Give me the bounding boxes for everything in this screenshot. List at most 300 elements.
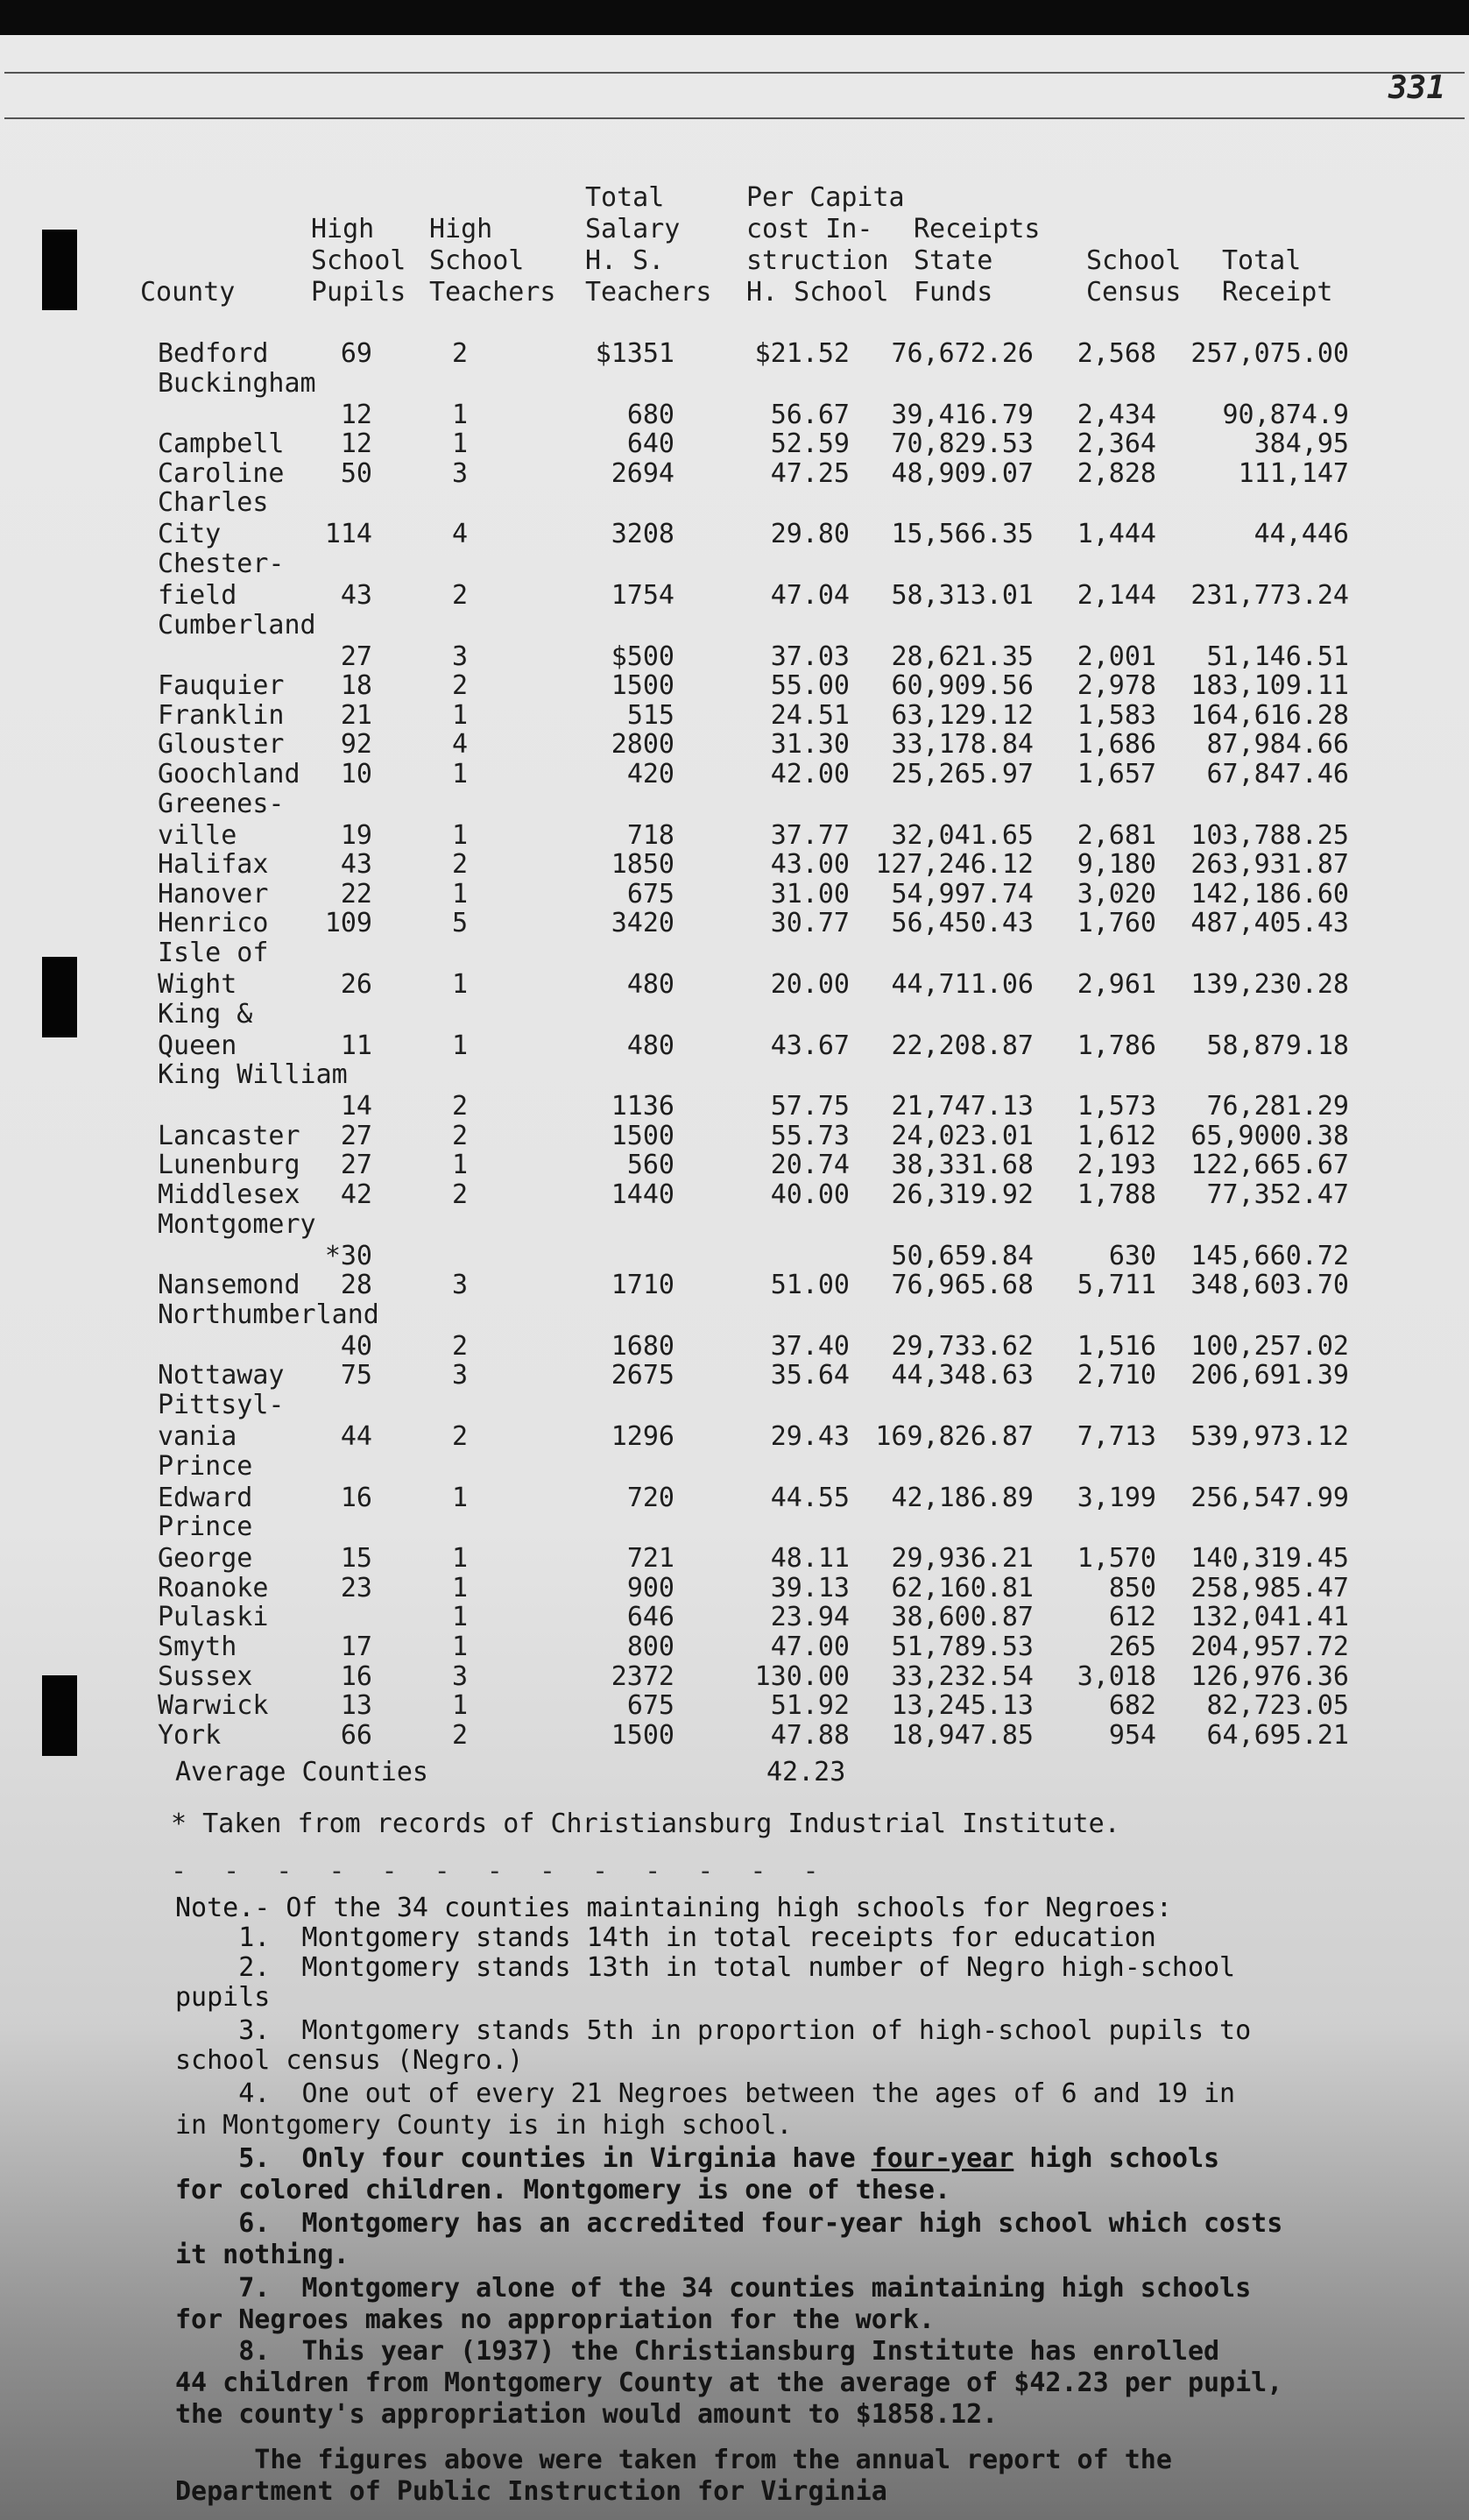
cell-teachers: 2 <box>451 1421 469 1452</box>
cell-teachers: 1 <box>451 1030 469 1061</box>
cell-teachers: 1 <box>451 1543 469 1575</box>
cell-census: 1,612 <box>1077 1120 1156 1151</box>
cell-county: Middlesex <box>158 1179 300 1210</box>
cell-state-funds: 29,733.62 <box>891 1330 1034 1362</box>
cell-census: 5,711 <box>1077 1270 1156 1301</box>
cell-state-funds: 60,909.56 <box>891 670 1034 702</box>
cell-teachers: 3 <box>451 1660 469 1692</box>
cell-county: Pittsyl- <box>158 1390 285 1420</box>
footnote: * Taken from records of Christiansburg Industrial Institute. <box>171 1809 1120 1839</box>
note-8b: 44 children from Montgomery County at the average of $42.23 per pupil, <box>175 2368 1283 2398</box>
cell-pupils: 12 <box>340 399 372 430</box>
cell-total: 204,957.72 <box>1190 1632 1349 1662</box>
cell-teachers: 1 <box>451 699 469 731</box>
cell-salary: 2694 <box>611 457 674 489</box>
cell-county: Chester- <box>158 549 285 579</box>
cell-state-funds: 22,208.87 <box>891 1030 1034 1061</box>
cell-per-capita: 31.00 <box>770 878 850 910</box>
cell-county: Goochland <box>158 759 300 789</box>
cell-state-funds: 33,178.84 <box>891 729 1034 761</box>
note-5a-post: high schools <box>1013 2143 1220 2174</box>
cell-county: ville <box>158 819 237 851</box>
cell-census: 954 <box>1108 1719 1156 1751</box>
cell-teachers: 1 <box>451 969 469 1000</box>
cell-pupils: 43 <box>340 849 372 881</box>
cell-total: 82,723.05 <box>1206 1690 1349 1722</box>
cell-per-capita: 37.40 <box>770 1330 850 1362</box>
cell-county: Roanoke <box>158 1572 269 1603</box>
cell-census: 2,001 <box>1077 641 1156 672</box>
cell-per-capita: 47.88 <box>770 1719 850 1751</box>
cell-census: 1,686 <box>1077 729 1156 761</box>
cell-total: 539,973.12 <box>1190 1421 1349 1452</box>
table-row <box>0 999 1469 1034</box>
cell-per-capita: 130.00 <box>754 1660 850 1692</box>
cell-teachers: 2 <box>451 338 469 369</box>
cell-pupils: 66 <box>340 1719 372 1751</box>
cell-teachers: 5 <box>451 908 469 939</box>
note-3a: 3. Montgomery stands 5th in proportion of high-school pupils to <box>175 2015 1252 2046</box>
cell-county: Wight <box>158 969 237 1000</box>
cell-pupils: 22 <box>340 878 372 910</box>
cell-county: Franklin <box>158 699 285 731</box>
cell-census: 682 <box>1108 1690 1156 1722</box>
table-row <box>0 1209 1469 1244</box>
cell-total: 258,985.47 <box>1190 1572 1349 1603</box>
cell-teachers: 2 <box>451 1179 469 1210</box>
note-8a: 8. This year (1937) the Christiansburg Institute has enrolled <box>175 2336 1220 2367</box>
header-total: Total Receipt <box>1222 245 1333 308</box>
cell-census: 1,573 <box>1077 1091 1156 1122</box>
cell-teachers: 1 <box>451 1150 469 1181</box>
cell-total: 256,547.99 <box>1190 1482 1349 1513</box>
header-county: County <box>140 277 236 308</box>
cell-state-funds: 76,672.26 <box>891 338 1034 369</box>
cell-pupils: 17 <box>340 1632 372 1662</box>
cell-county: City <box>158 519 222 550</box>
cell-teachers: 3 <box>451 1360 469 1391</box>
cell-census: 1,657 <box>1077 759 1156 789</box>
cell-county: Smyth <box>158 1632 237 1662</box>
cell-total: 65,9000.38 <box>1190 1120 1349 1151</box>
cell-census: 2,681 <box>1077 819 1156 851</box>
cell-teachers: 2 <box>451 670 469 702</box>
cell-per-capita: 47.04 <box>770 580 850 611</box>
cell-county: Lancaster <box>158 1120 300 1151</box>
cell-state-funds: 62,160.81 <box>891 1572 1034 1603</box>
cell-per-capita: 51.92 <box>770 1690 850 1722</box>
cell-state-funds: 28,621.35 <box>891 641 1034 672</box>
cell-pupils: 18 <box>340 670 372 702</box>
cell-salary: 1680 <box>611 1330 674 1362</box>
cell-teachers: 4 <box>451 519 469 550</box>
second-rule <box>4 117 1465 119</box>
cell-state-funds: 48,909.07 <box>891 457 1034 489</box>
cell-salary: 675 <box>626 1690 674 1722</box>
cell-per-capita: 43.67 <box>770 1030 850 1061</box>
cell-pupils: 92 <box>340 729 372 761</box>
cell-county: Campbell <box>158 428 285 460</box>
cell-per-capita: 55.73 <box>770 1120 850 1151</box>
cell-county: Pulaski <box>158 1602 269 1633</box>
cell-state-funds: 18,947.85 <box>891 1719 1034 1751</box>
cell-state-funds: 33,232.54 <box>891 1660 1034 1692</box>
cell-state-funds: 127,246.12 <box>875 849 1034 881</box>
cell-state-funds: 26,319.92 <box>891 1179 1034 1210</box>
cell-county: Buckingham <box>158 367 316 399</box>
cell-salary: $1351 <box>595 338 674 369</box>
cell-total: 58,879.18 <box>1206 1030 1349 1061</box>
cell-salary: 480 <box>626 1030 674 1061</box>
cell-teachers: 2 <box>451 1719 469 1751</box>
cell-county: Nottaway <box>158 1360 285 1391</box>
cell-salary: $500 <box>611 641 674 672</box>
cell-per-capita: 47.25 <box>770 457 850 489</box>
cell-pupils: 13 <box>340 1690 372 1722</box>
header-salary: Total Salary H. S. Teachers <box>585 182 712 308</box>
table-row <box>0 549 1469 584</box>
cell-state-funds: 21,747.13 <box>891 1091 1034 1122</box>
cell-state-funds: 15,566.35 <box>891 519 1034 550</box>
table-row <box>0 1511 1469 1547</box>
cell-per-capita: 39.13 <box>770 1572 850 1603</box>
note-5a-underlined: four-year <box>871 2143 1014 2174</box>
cell-teachers: 1 <box>451 759 469 789</box>
note-last: The figures above were taken from the annual report of the <box>175 2445 1172 2475</box>
cell-county: Northumberland <box>158 1299 379 1330</box>
cell-total: 76,281.29 <box>1206 1091 1349 1122</box>
cell-state-funds: 54,997.74 <box>891 878 1034 910</box>
cell-salary: 800 <box>626 1632 674 1662</box>
cell-salary: 1440 <box>611 1179 674 1210</box>
cell-per-capita: 44.55 <box>770 1482 850 1513</box>
cell-county: George <box>158 1543 253 1575</box>
cell-per-capita: 31.30 <box>770 729 850 761</box>
cell-teachers: 2 <box>451 1330 469 1362</box>
cell-county: Nansemond <box>158 1270 300 1301</box>
cell-census: 2,710 <box>1077 1360 1156 1391</box>
cell-salary: 1296 <box>611 1421 674 1452</box>
cell-total: 67,847.46 <box>1206 759 1349 789</box>
cell-teachers: 1 <box>451 1690 469 1722</box>
cell-per-capita: 42.00 <box>770 759 850 789</box>
cell-census: 2,568 <box>1077 338 1156 369</box>
note-7b: for Negroes makes no appropriation for the work. <box>175 2304 935 2335</box>
cell-county: Montgomery <box>158 1208 316 1240</box>
cell-total: 257,075.00 <box>1190 338 1349 369</box>
note-5a-pre: 5. Only four counties in Virginia have <box>175 2143 872 2174</box>
table-row <box>0 1299 1469 1334</box>
note-5b: for colored children. Montgomery is one of these. <box>175 2175 951 2205</box>
cell-salary: 3208 <box>611 519 674 550</box>
cell-county: Hanover <box>158 878 269 910</box>
table-row <box>0 1059 1469 1094</box>
cell-county: Bedford <box>158 338 269 369</box>
cell-per-capita: 24.51 <box>770 699 850 731</box>
cell-pupils: 11 <box>340 1030 372 1061</box>
cell-pupils: 75 <box>340 1360 372 1391</box>
cell-census: 2,144 <box>1077 580 1156 611</box>
cell-per-capita: 29.80 <box>770 519 850 550</box>
cell-total: 183,109.11 <box>1190 670 1349 702</box>
cell-county: Prince <box>158 1511 253 1543</box>
cell-census: 9,180 <box>1077 849 1156 881</box>
cell-teachers: 1 <box>451 1632 469 1662</box>
binder-hole-mark <box>42 230 77 310</box>
cell-teachers: 1 <box>451 428 469 460</box>
cell-pupils: 16 <box>340 1482 372 1513</box>
cell-salary: 640 <box>626 428 674 460</box>
cell-total: 139,230.28 <box>1190 969 1349 1000</box>
table-row <box>0 1720 1469 1755</box>
cell-census: 2,978 <box>1077 670 1156 702</box>
cell-teachers: 1 <box>451 1482 469 1513</box>
cell-teachers: 4 <box>451 729 469 761</box>
cell-salary: 721 <box>626 1543 674 1575</box>
cell-per-capita: 35.64 <box>770 1360 850 1391</box>
cell-salary: 1500 <box>611 1120 674 1151</box>
header-teachers: High School Teachers <box>429 214 556 308</box>
cell-per-capita: 47.00 <box>770 1632 850 1662</box>
cell-census: 265 <box>1108 1632 1156 1662</box>
cell-salary: 2675 <box>611 1360 674 1391</box>
cell-salary: 1500 <box>611 1719 674 1751</box>
cell-census: 7,713 <box>1077 1421 1156 1452</box>
cell-total: 140,319.45 <box>1190 1543 1349 1575</box>
cell-census: 3,020 <box>1077 878 1156 910</box>
cell-county: King William <box>158 1059 348 1091</box>
header-pupils: High School Pupils <box>311 214 406 308</box>
table-row <box>0 1390 1469 1425</box>
cell-county: field <box>158 580 237 611</box>
cell-per-capita: 56.67 <box>770 399 850 430</box>
cell-salary: 646 <box>626 1602 674 1633</box>
cell-county: Greenes- <box>158 788 285 819</box>
cell-pupils: 15 <box>340 1543 372 1575</box>
cell-total: 132,041.41 <box>1190 1602 1349 1633</box>
average-label: Average Counties <box>175 1757 428 1787</box>
cell-state-funds: 51,789.53 <box>891 1632 1034 1662</box>
note-8c: the county's appropriation would amount to $1858.12. <box>175 2399 999 2430</box>
cell-state-funds: 32,041.65 <box>891 819 1034 851</box>
cell-total: 100,257.02 <box>1190 1330 1349 1362</box>
cell-state-funds: 169,826.87 <box>875 1421 1034 1452</box>
cell-pupils: 28 <box>340 1270 372 1301</box>
cell-state-funds: 44,711.06 <box>891 969 1034 1000</box>
cell-county: Isle of <box>158 938 269 968</box>
cell-teachers: 1 <box>451 399 469 430</box>
cell-county: Edward <box>158 1482 253 1513</box>
cell-per-capita: 29.43 <box>770 1421 850 1452</box>
cell-salary: 420 <box>626 759 674 789</box>
cell-total: 145,660.72 <box>1190 1240 1349 1271</box>
cell-state-funds: 13,245.13 <box>891 1690 1034 1722</box>
cell-salary: 2800 <box>611 729 674 761</box>
cell-per-capita: 51.00 <box>770 1270 850 1301</box>
cell-pupils: 21 <box>340 699 372 731</box>
cell-total: 263,931.87 <box>1190 849 1349 881</box>
cell-per-capita: 52.59 <box>770 428 850 460</box>
cell-pupils: 69 <box>340 338 372 369</box>
cell-county: Glouster <box>158 729 285 761</box>
cell-state-funds: 76,965.68 <box>891 1270 1034 1301</box>
cell-per-capita: 30.77 <box>770 908 850 939</box>
cell-salary: 480 <box>626 969 674 1000</box>
cell-county: Queen <box>158 1030 237 1061</box>
note-4a: 4. One out of every 21 Negroes between the ages of 6 and 19 in <box>175 2078 1236 2109</box>
cell-total: 87,984.66 <box>1206 729 1349 761</box>
cell-teachers: 3 <box>451 1270 469 1301</box>
table-row <box>0 1451 1469 1486</box>
cell-pupils: 26 <box>340 969 372 1000</box>
cell-census: 1,444 <box>1077 519 1156 550</box>
cell-salary: 900 <box>626 1572 674 1603</box>
cell-pupils: 12 <box>340 428 372 460</box>
cell-county: vania <box>158 1421 237 1452</box>
cell-census: 612 <box>1108 1602 1156 1633</box>
cell-total: 126,976.36 <box>1190 1660 1349 1692</box>
cell-pupils: 14 <box>340 1091 372 1122</box>
cell-census: 2,364 <box>1077 428 1156 460</box>
page-number: 331 <box>1388 70 1446 106</box>
cell-total: 77,352.47 <box>1206 1179 1349 1210</box>
cell-salary: 680 <box>626 399 674 430</box>
cell-state-funds: 39,416.79 <box>891 399 1034 430</box>
cell-state-funds: 44,348.63 <box>891 1360 1034 1391</box>
cell-per-capita: 57.75 <box>770 1091 850 1122</box>
cell-teachers: 2 <box>451 849 469 881</box>
cell-census: 2,434 <box>1077 399 1156 430</box>
cell-teachers: 1 <box>451 819 469 851</box>
cell-pupils: 27 <box>340 1150 372 1181</box>
table-row <box>0 610 1469 645</box>
cell-census: 2,828 <box>1077 457 1156 489</box>
cell-state-funds: 38,600.87 <box>891 1602 1034 1633</box>
cell-teachers: 3 <box>451 457 469 489</box>
cell-teachers: 1 <box>451 1572 469 1603</box>
cell-state-funds: 29,936.21 <box>891 1543 1034 1575</box>
header-state-funds: Receipts State Funds <box>914 214 1041 308</box>
cell-pupils: 19 <box>340 819 372 851</box>
cell-state-funds: 58,313.01 <box>891 580 1034 611</box>
cell-teachers: 1 <box>451 1602 469 1633</box>
cell-teachers: 2 <box>451 1091 469 1122</box>
cell-per-capita: 20.00 <box>770 969 850 1000</box>
cell-census: 3,199 <box>1077 1482 1156 1513</box>
cell-teachers: 1 <box>451 878 469 910</box>
note-5a <box>175 2143 1419 2175</box>
table-row <box>0 938 1469 973</box>
cell-census: 3,018 <box>1077 1660 1156 1692</box>
cell-census: 1,786 <box>1077 1030 1156 1061</box>
cell-total: 487,405.43 <box>1190 908 1349 939</box>
cell-county: Charles <box>158 487 269 519</box>
cell-pupils: 42 <box>340 1179 372 1210</box>
cell-salary: 560 <box>626 1150 674 1181</box>
header-per-capita: Per Capita cost In- struction H. School <box>746 182 905 308</box>
cell-total: 122,665.67 <box>1190 1150 1349 1181</box>
cell-census: 630 <box>1108 1240 1156 1271</box>
cell-total: 206,691.39 <box>1190 1360 1349 1391</box>
cell-state-funds: 70,829.53 <box>891 428 1034 460</box>
cell-total: 64,695.21 <box>1206 1719 1349 1751</box>
cell-total: 384,95 <box>1254 428 1349 460</box>
cell-per-capita: 48.11 <box>770 1543 850 1575</box>
cell-teachers: 2 <box>451 1120 469 1151</box>
cell-salary: 2372 <box>611 1660 674 1692</box>
cell-county: Caroline <box>158 457 285 489</box>
dash-separator: - - - - - - - - - - - - - <box>171 1856 830 1886</box>
note-2a: 2. Montgomery stands 13th in total number of Negro high-school <box>175 1952 1236 1983</box>
cell-census: 1,583 <box>1077 699 1156 731</box>
cell-county: Henrico <box>158 908 269 939</box>
cell-census: 2,961 <box>1077 969 1156 1000</box>
cell-per-capita: 23.94 <box>770 1602 850 1633</box>
cell-state-funds: 38,331.68 <box>891 1150 1034 1181</box>
cell-state-funds: 50,659.84 <box>891 1240 1034 1271</box>
cell-county: Fauquier <box>158 670 285 702</box>
note-6a: 6. Montgomery has an accredited four-year high school which costs <box>175 2208 1283 2239</box>
cell-salary: 675 <box>626 878 674 910</box>
table-row <box>0 789 1469 824</box>
cell-county: Halifax <box>158 849 269 881</box>
cell-total: 103,788.25 <box>1190 819 1349 851</box>
cell-salary: 1500 <box>611 670 674 702</box>
cell-pupils: 27 <box>340 1120 372 1151</box>
cell-pupils: 43 <box>340 580 372 611</box>
cell-census: 850 <box>1108 1572 1156 1603</box>
note-1: 1. Montgomery stands 14th in total receipts for education <box>175 1922 1156 1953</box>
cell-total: 348,603.70 <box>1190 1270 1349 1301</box>
note-7a: 7. Montgomery alone of the 34 counties maintaining high schools <box>175 2273 1252 2304</box>
table-row <box>0 487 1469 522</box>
cell-per-capita: 37.77 <box>770 819 850 851</box>
cell-total: 164,616.28 <box>1190 699 1349 731</box>
cell-state-funds: 24,023.01 <box>891 1120 1034 1151</box>
cell-salary: 1710 <box>611 1270 674 1301</box>
cell-census: 2,193 <box>1077 1150 1156 1181</box>
cell-pupils: *30 <box>324 1240 372 1271</box>
cell-total: 142,186.60 <box>1190 878 1349 910</box>
cell-state-funds: 25,265.97 <box>891 759 1034 789</box>
cell-state-funds: 63,129.12 <box>891 699 1034 731</box>
cell-pupils: 109 <box>324 908 372 939</box>
cell-state-funds: 56,450.43 <box>891 908 1034 939</box>
cell-pupils: 27 <box>340 641 372 672</box>
cell-census: 1,760 <box>1077 908 1156 939</box>
cell-county: York <box>158 1719 222 1751</box>
cell-salary: 718 <box>626 819 674 851</box>
note-last-2: Department of Public Instruction for Virginia <box>175 2476 887 2507</box>
cell-county: Cumberland <box>158 609 316 641</box>
cell-per-capita: $21.52 <box>754 338 850 369</box>
cell-pupils: 50 <box>340 457 372 489</box>
cell-county: Warwick <box>158 1690 269 1722</box>
cell-salary: 1754 <box>611 580 674 611</box>
cell-per-capita: 37.03 <box>770 641 850 672</box>
cell-pupils: 16 <box>340 1660 372 1692</box>
cell-census: 1,516 <box>1077 1330 1156 1362</box>
cell-pupils: 114 <box>324 519 372 550</box>
cell-per-capita: 20.74 <box>770 1150 850 1181</box>
cell-teachers: 3 <box>451 641 469 672</box>
cell-total: 231,773.24 <box>1190 580 1349 611</box>
cell-pupils: 40 <box>340 1330 372 1362</box>
cell-pupils: 44 <box>340 1421 372 1452</box>
cell-pupils: 23 <box>340 1572 372 1603</box>
note-intro: Note.- Of the 34 counties maintaining high schools for Negroes: <box>175 1893 1172 1923</box>
cell-salary: 720 <box>626 1482 674 1513</box>
